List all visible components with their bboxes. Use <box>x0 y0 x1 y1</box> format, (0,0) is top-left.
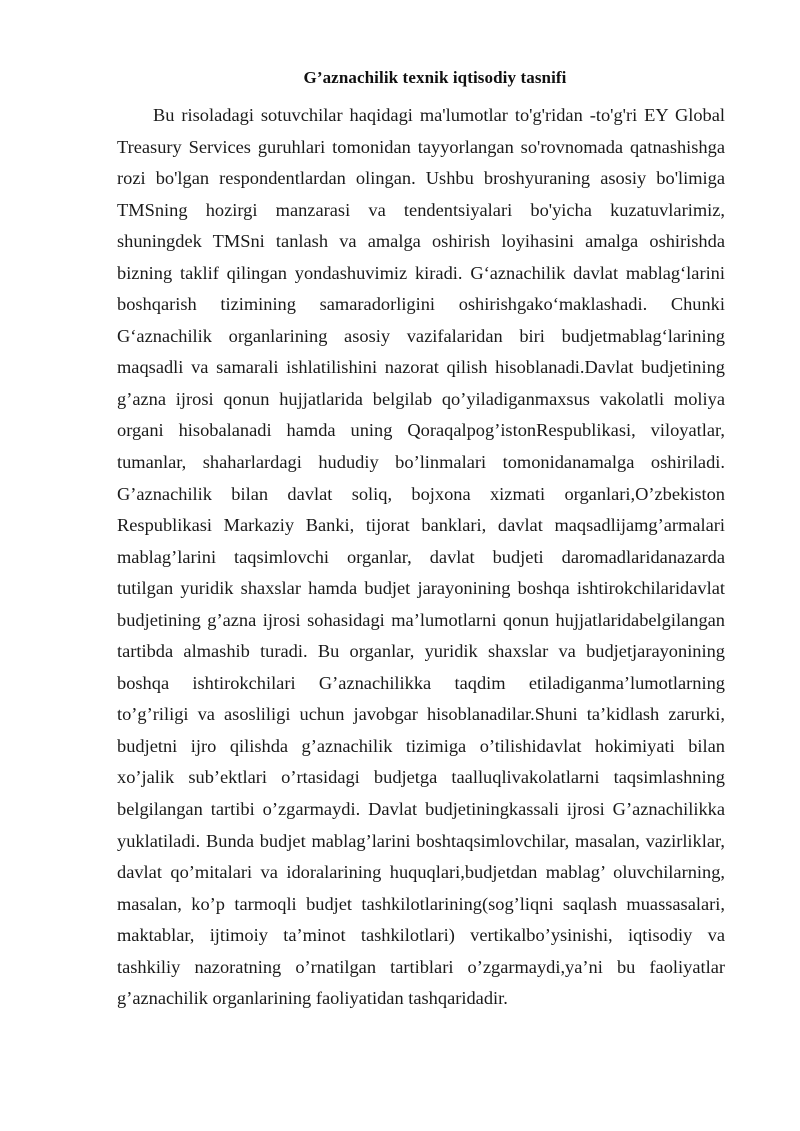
paragraph-line: mablag’larini taqsimlovchi organlar, davlat budjeti daromadlaridanazarda <box>117 546 725 567</box>
paragraph-line: yuklatiladi. Bunda budjet mablag’larini boshtaqsimlovchilar, masalan, vazirliklar, <box>117 830 725 851</box>
paragraph-line: G‘aznachilik organlarining asosiy vazifalaridan biri budjetmablag‘larining <box>117 325 725 346</box>
paragraph-line: xo’jalik sub’ektlari o’rtasidagi budjetga taalluqlivakolatlarni taqsimlashning <box>117 767 725 788</box>
paragraph-line: Treasury Services guruhlari tomonidan tayyorlangan so'rovnomada qatnashishga <box>117 136 725 157</box>
paragraph-line: to’g’riligi va asosliligi uchun javobgar hisoblanadilar.Shuni ta’kidlash zarurki, <box>117 704 725 725</box>
paragraph-line: tartibda almashib turadi. Bu organlar, yuridik shaxslar va budjetjarayonining <box>117 641 725 662</box>
paragraph-line: Respublikasi Markaziy Banki, tijorat banklari, davlat maqsadlijamg’armalari <box>117 515 725 536</box>
paragraph-line: masalan, ko’p tarmoqli budjet tashkilotlarining(sog’liqni saqlash muassasalari, <box>117 893 725 914</box>
paragraph-line: G’aznachilik bilan davlat soliq, bojxona xizmati organlari,O’zbekiston <box>117 483 725 504</box>
paragraph-line: davlat qo’mitalari va idoralarining huquqlari,budjetdan mablag’ oluvchilarning, <box>117 862 725 883</box>
paragraph-line: g’azna ijrosi qonun hujjatlarida belgilab qo’yiladiganmaxsus vakolatli moliya <box>117 388 725 409</box>
paragraph-line: boshqarish tizimining samaradorligini oshirishgako‘maklashadi. Chunki <box>117 294 725 315</box>
paragraph-line: Bu risoladagi sotuvchilar haqidagi ma'lumotlar to'g'ridan -to'g'ri EY Global <box>153 105 725 125</box>
paragraph-line: shuningdek TMSni tanlash va amalga oshirish loyihasini amalga oshirishda <box>117 231 725 252</box>
paragraph-line: bizning taklif qilingan yondashuvimiz kiradi. G‘aznachilik davlat mablag‘larini <box>117 262 725 283</box>
paragraph-line: budjetining g’azna ijrosi sohasidagi ma’lumotlarni qonun hujjatlaridabelgilangan <box>117 609 725 630</box>
document-body <box>117 100 725 1015</box>
paragraph-line: tumanlar, shaharlardagi hududiy bo’linmalari tomonidanamalga oshiriladi. <box>117 452 725 473</box>
paragraph-line: boshqa ishtirokchilari G’aznachilikka taqdim etiladiganma’lumotlarning <box>117 672 725 693</box>
document-title: G’aznachilik texnik iqtisodiy tasnifi <box>303 68 567 87</box>
paragraph-line: organi hisobalanadi hamda uning Qoraqalpog’istonRespublikasi, viloyatlar, <box>117 420 725 441</box>
paragraph-line: TMSning hozirgi manzarasi va tendentsiyalari bo'yicha kuzatuvlarimiz, <box>117 199 725 220</box>
paragraph-line: tashkiliy nazoratning o’rnatilgan tartiblari o’zgarmaydi,ya’ni bu faoliyatlar <box>117 956 725 977</box>
paragraph-line: g’aznachilik organlarining faoliyatidan tashqaridadir. <box>117 988 508 1009</box>
paragraph-line: rozi bo'lgan respondentlardan olingan. Ushbu broshyuraning asosiy bo'limiga <box>117 168 725 189</box>
paragraph-line: budjetni ijro qilishda g’aznachilik tizimiga o’tilishidavlat hokimiyati bilan <box>117 735 725 756</box>
paragraph-line: maktablar, ijtimoiy ta’minot tashkilotlari) vertikalbo’ysinishi, iqtisodiy va <box>117 925 725 946</box>
paragraph-line: tutilgan yuridik shaxslar hamda budjet jarayonining boshqa ishtirokchilaridavlat <box>117 578 725 599</box>
paragraph-line: maqsadli va samarali ishlatilishini nazorat qilish hisoblanadi.Davlat budjetining <box>117 357 725 378</box>
paragraph-line: belgilangan tartibi o’zgarmaydi. Davlat budjetiningkassali ijrosi G’aznachilikka <box>117 799 725 820</box>
